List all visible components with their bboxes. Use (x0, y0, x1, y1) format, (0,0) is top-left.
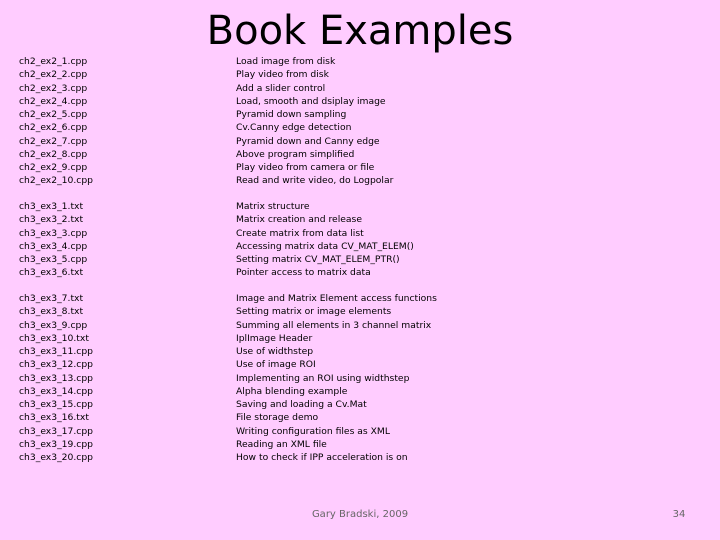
file-name: ch2_ex2_8.cpp (19, 148, 88, 160)
file-list-ch2 (19, 55, 219, 188)
example-description: Add a slider control (236, 82, 326, 94)
example-description: Writing configuration files as XML (236, 425, 390, 437)
file-name: ch2_ex2_10.cpp (19, 175, 94, 187)
example-description: Reading an XML file (236, 438, 327, 450)
example-description: How to check if IPP acceleration is on (236, 452, 408, 463)
file-name: ch3_ex3_11.cpp (19, 346, 94, 357)
example-description: Pyramid down and Canny edge (236, 135, 380, 147)
file-name: ch3_ex3_14.cpp (19, 385, 94, 397)
example-description: Read and write video, do Logpolar (236, 175, 394, 187)
slide-title: Book Examples (206, 8, 514, 54)
file-name: ch2_ex2_2.cpp (19, 69, 88, 81)
example-description: Setting matrix or image elements (236, 306, 392, 318)
example-description: Play video from disk (236, 69, 329, 81)
example-description: Pointer access to matrix data (236, 267, 371, 279)
file-name: ch3_ex3_12.cpp (19, 359, 94, 371)
description-list-ch3-matrix (236, 200, 706, 280)
description-list-ch2 (236, 55, 706, 188)
file-name: ch3_ex3_2.txt (19, 214, 84, 226)
file-name: ch3_ex3_10.txt (19, 332, 89, 344)
example-description: Matrix creation and release (236, 214, 362, 226)
example-description: Play video from camera or file (236, 162, 375, 173)
example-description: Use of widthstep (236, 346, 314, 357)
file-name: ch2_ex2_7.cpp (19, 135, 88, 147)
example-description: IplImage Header (236, 332, 313, 344)
file-name: ch3_ex3_15.cpp (19, 399, 94, 410)
example-description: Matrix structure (236, 201, 310, 212)
file-name: ch3_ex3_6.txt (19, 267, 84, 279)
file-name: ch3_ex3_13.cpp (19, 372, 94, 384)
page-number: 34 (672, 509, 686, 520)
file-name: ch2_ex2_9.cpp (19, 162, 88, 173)
file-name: ch2_ex2_6.cpp (19, 122, 88, 134)
file-name: ch2_ex2_3.cpp (19, 82, 88, 94)
example-description: Saving and loading a Cv.Mat (236, 399, 367, 410)
file-name: ch2_ex2_4.cpp (19, 95, 88, 107)
file-name: ch3_ex3_1.txt (19, 201, 84, 212)
file-name: ch2_ex2_1.cpp (19, 56, 88, 67)
example-description: Load, smooth and dsiplay image (236, 95, 386, 107)
file-name: ch3_ex3_20.cpp (19, 452, 94, 463)
example-description: Above program simplified (236, 148, 355, 160)
example-description: Summing all elements in 3 channel matrix (236, 319, 432, 331)
file-list-ch3-matrix (19, 200, 219, 280)
file-name: ch2_ex2_5.cpp (19, 109, 88, 120)
example-description: Accessing matrix data CV_MAT_ELEM() (236, 240, 414, 252)
example-description: Image and Matrix Element access functions (236, 293, 437, 304)
file-name: ch3_ex3_9.cpp (19, 319, 88, 331)
example-description: Load image from disk (236, 56, 336, 67)
example-description: Use of image ROI (236, 359, 316, 371)
example-description: Create matrix from data list (236, 227, 364, 239)
example-description: Alpha blending example (236, 385, 348, 397)
example-description: Pyramid down sampling (236, 109, 347, 120)
file-list-ch3-image (19, 292, 219, 464)
file-name: ch3_ex3_5.cpp (19, 254, 88, 265)
file-name: ch3_ex3_4.cpp (19, 240, 88, 252)
description-list-ch3-image (236, 292, 706, 464)
file-name: ch3_ex3_16.txt (19, 412, 89, 424)
example-description: Cv.Canny edge detection (236, 122, 352, 134)
example-description: File storage demo (236, 412, 319, 424)
example-description: Setting matrix CV_MAT_ELEM_PTR() (236, 254, 400, 265)
example-description: Implementing an ROI using widthstep (236, 372, 410, 384)
file-name: ch3_ex3_19.cpp (19, 438, 94, 450)
file-name: ch3_ex3_7.txt (19, 293, 84, 304)
file-name: ch3_ex3_3.cpp (19, 227, 88, 239)
file-name: ch3_ex3_17.cpp (19, 425, 94, 437)
footer-author: Gary Bradski, 2009 (311, 509, 409, 520)
file-name: ch3_ex3_8.txt (19, 306, 84, 318)
